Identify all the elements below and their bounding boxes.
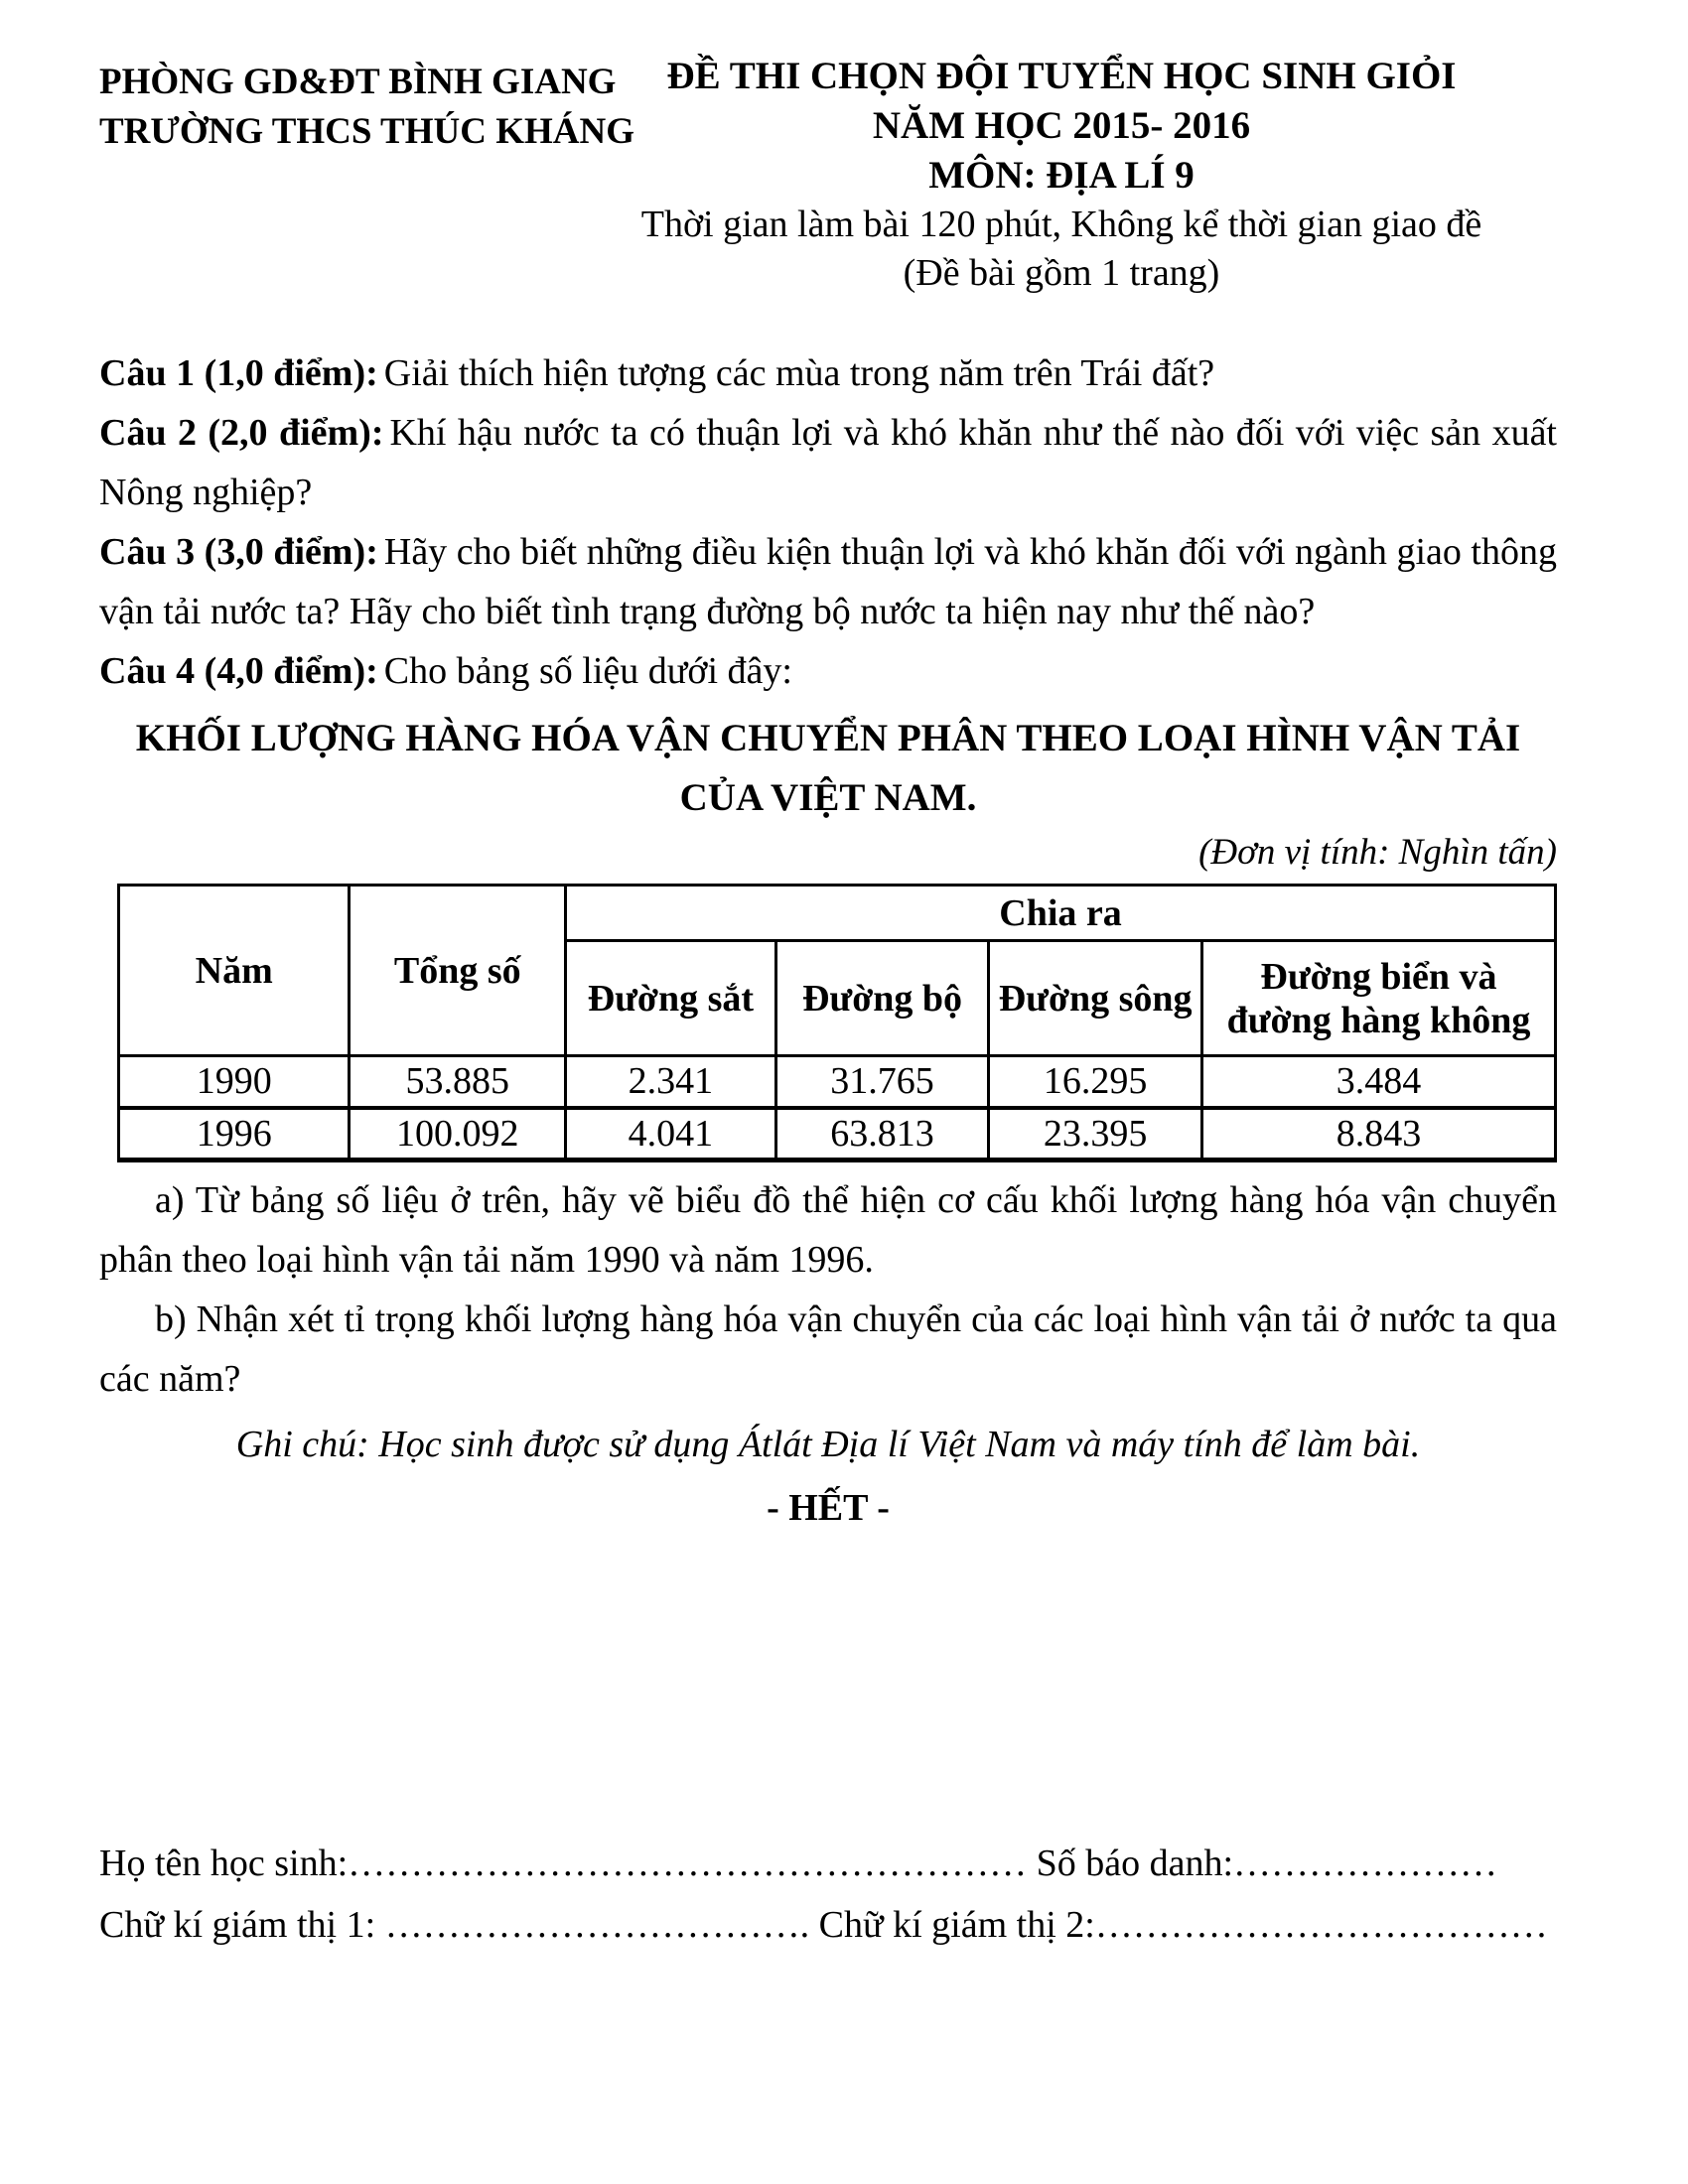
cell-sea-air: 3.484 <box>1201 1056 1555 1108</box>
cell-rail: 4.041 <box>566 1108 776 1160</box>
question-4-label: Câu 4 (4,0 điểm): <box>99 650 378 692</box>
question-2-label: Câu 2 (2,0 điểm): <box>99 412 384 454</box>
cell-rail: 2.341 <box>566 1056 776 1108</box>
tasks-section <box>99 1170 1557 1409</box>
col-header-road: Đường bộ <box>775 941 989 1056</box>
data-table <box>117 884 1557 1162</box>
exam-title-block <box>566 52 1557 298</box>
table-title-line2: CỦA VIỆT NAM. <box>679 776 977 819</box>
school-name: TRƯỜNG THCS THÚC KHÁNG <box>99 111 634 152</box>
table-row-1990 <box>119 1056 1556 1108</box>
unit-note: (Đơn vị tính: Nghìn tấn) <box>1198 832 1557 873</box>
question-1 <box>99 343 1557 403</box>
col-header-river: Đường sông <box>989 941 1202 1056</box>
question-2-text: Khí hậu nước ta có thuận lợi và khó khăn như thế nào đối với việc sản xuất Nông nghiệp? <box>99 412 1557 513</box>
question-4-text: Cho bảng số liệu dưới đây: <box>383 650 792 692</box>
cell-road: 63.813 <box>775 1108 989 1160</box>
note-line: Ghi chú: Học sinh được sử dụng Átlát Địa lí Việt Nam và máy tính để làm bài. <box>235 1423 1421 1465</box>
table-title <box>99 709 1557 828</box>
time-limit: Thời gian làm bài 120 phút, Không kể thời gian giao đề <box>640 204 1482 245</box>
cell-total: 53.885 <box>350 1056 566 1108</box>
cell-year: 1996 <box>119 1108 350 1160</box>
table-title-line1: KHỐI LƯỢNG HÀNG HÓA VẬN CHUYỂN PHÂN THEO LOẠI HÌNH VẬN TẢI <box>135 717 1521 759</box>
department-name: PHÒNG GD&ĐT BÌNH GIANG <box>99 62 617 102</box>
task-b: b) Nhận xét tỉ trọng khối lượng hàng hóa vận chuyển của các loại hình vận tải ở nước ta qua các năm? <box>99 1297 1557 1400</box>
col-header-rail: Đường sắt <box>566 941 776 1056</box>
question-2 <box>99 403 1557 522</box>
subject: MÔN: ĐỊA LÍ 9 <box>928 154 1195 197</box>
cell-total: 100.092 <box>350 1108 566 1160</box>
col-header-sea-air: Đường biển và đường hàng không <box>1201 941 1555 1056</box>
cell-road: 31.765 <box>775 1056 989 1108</box>
question-3 <box>99 522 1557 641</box>
table-header-row-1 <box>119 886 1556 941</box>
end-marker: - HẾT - <box>767 1486 890 1529</box>
proctor-signature-line: Chữ kí giám thị 1: ……………………………. Chữ kí giám thị 2:……………………………… <box>99 1904 1548 1946</box>
question-3-label: Câu 3 (3,0 điểm): <box>99 531 378 573</box>
cell-sea-air: 8.843 <box>1201 1108 1555 1160</box>
question-4 <box>99 641 1557 701</box>
col-header-total: Tổng số <box>350 886 566 1056</box>
table-row-1996 <box>119 1108 1556 1160</box>
cell-river: 23.395 <box>989 1108 1202 1160</box>
question-1-text: Giải thích hiện tượng các mùa trong năm trên Trái đất? <box>383 352 1215 394</box>
col-header-group: Chia ra <box>566 886 1556 941</box>
issuing-office-block <box>99 52 634 157</box>
questions-section <box>99 343 1557 701</box>
page-count-note: (Đề bài gồm 1 trang) <box>903 252 1220 294</box>
col-header-year: Năm <box>119 886 350 1056</box>
cell-river: 16.295 <box>989 1056 1202 1108</box>
student-name-line: Họ tên học sinh:……………………………………………… Số báo danh:………………… <box>99 1843 1498 1884</box>
page-header <box>99 52 1557 298</box>
exam-title: ĐỀ THI CHỌN ĐỘI TUYỂN HỌC SINH GIỎI <box>666 55 1457 97</box>
question-1-label: Câu 1 (1,0 điểm): <box>99 352 378 394</box>
cell-year: 1990 <box>119 1056 350 1108</box>
question-3-text: Hãy cho biết những điều kiện thuận lợi và khó khăn đối với ngành giao thông vận tải nước ta? Hãy cho biết tình trạng đường bộ nước ta hiện nay như thế nào? <box>99 531 1557 632</box>
task-a: a) Từ bảng số liệu ở trên, hãy vẽ biểu đồ thể hiện cơ cấu khối lượng hàng hóa vận chuyển phân theo loại hình vận tải năm 1990 và năm 1996. <box>99 1178 1557 1281</box>
footer-section <box>99 1833 1569 1956</box>
school-year: NĂM HỌC 2015- 2016 <box>872 104 1251 147</box>
